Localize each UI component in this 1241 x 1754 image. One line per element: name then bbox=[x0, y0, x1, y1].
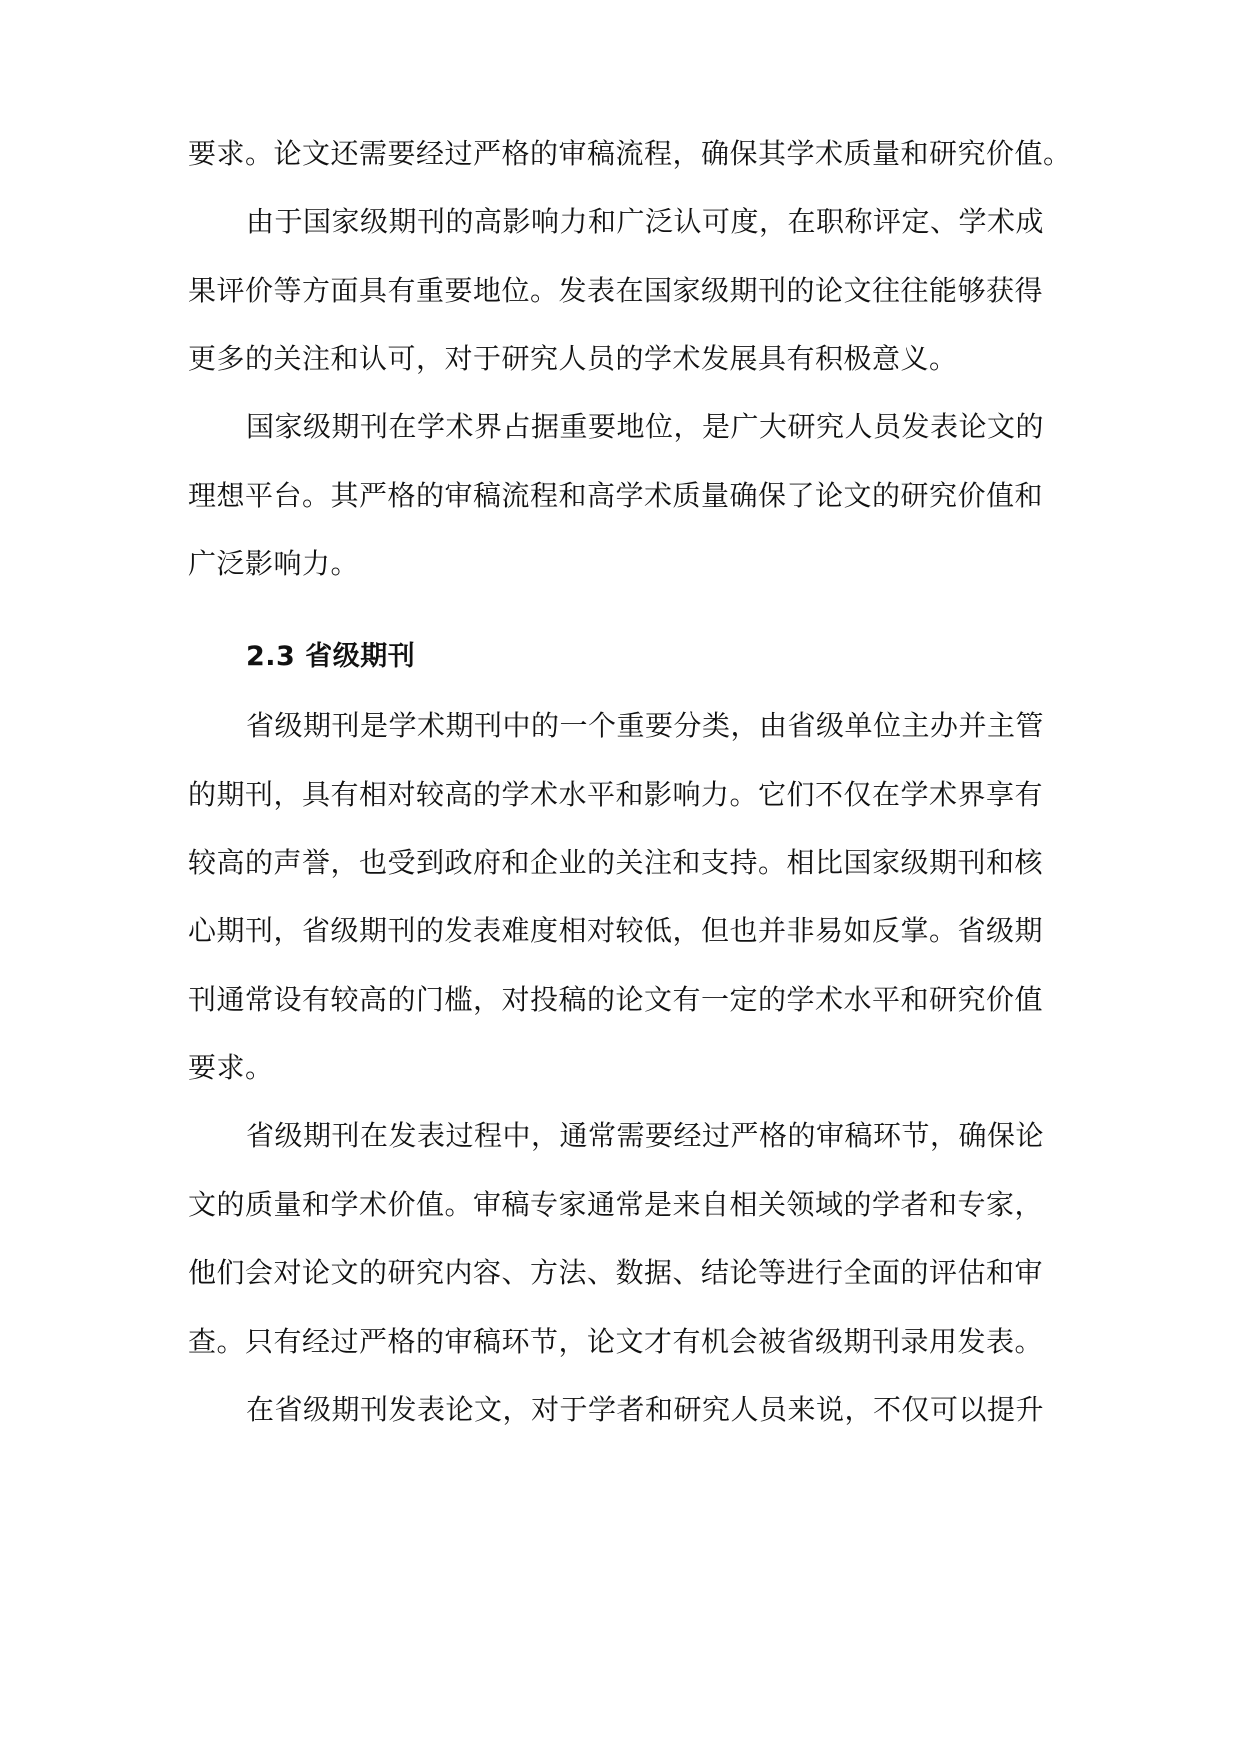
paragraph-4-line-3: 他们会对论文的研究内容、方法、数据、结论等进行全面的评估和审 bbox=[188, 1256, 1044, 1289]
paragraph-3-line-5: 刊通常设有较高的门槛，对投稿的论文有一定的学术水平和研究价值 bbox=[188, 983, 1044, 1016]
paragraph-continuation-line-1: 要求。论文还需要经过严格的审稿流程，确保其学术质量和研究价值。 bbox=[188, 137, 1072, 170]
paragraph-3-line-1: 省级期刊是学术期刊中的一个重要分类，由省级单位主办并主管 bbox=[246, 709, 1045, 742]
paragraph-3-line-6: 要求。 bbox=[188, 1051, 274, 1084]
paragraph-3-line-2: 的期刊，具有相对较高的学术水平和影响力。它们不仅在学术界享有 bbox=[188, 778, 1044, 811]
paragraph-2-line-1: 国家级期刊在学术界占据重要地位，是广大研究人员发表论文的 bbox=[246, 410, 1045, 443]
paragraph-5-line-1: 在省级期刊发表论文，对于学者和研究人员来说，不仅可以提升 bbox=[246, 1393, 1045, 1426]
paragraph-3-line-3: 较高的声誉，也受到政府和企业的关注和支持。相比国家级期刊和核 bbox=[188, 846, 1044, 879]
paragraph-1-line-3: 更多的关注和认可，对于研究人员的学术发展具有积极意义。 bbox=[188, 342, 958, 375]
paragraph-4-line-1: 省级期刊在发表过程中，通常需要经过严格的审稿环节，确保论 bbox=[246, 1119, 1045, 1152]
paragraph-4-line-4: 查。只有经过严格的审稿环节，论文才有机会被省级期刊录用发表。 bbox=[188, 1325, 1044, 1358]
paragraph-1-line-2: 果评价等方面具有重要地位。发表在国家级期刊的论文往往能够获得 bbox=[188, 274, 1044, 307]
paragraph-1-line-1: 由于国家级期刊的高影响力和广泛认可度，在职称评定、学术成 bbox=[246, 205, 1045, 238]
paragraph-2-line-2: 理想平台。其严格的审稿流程和高学术质量确保了论文的研究价值和 bbox=[188, 479, 1044, 512]
paragraph-4-line-2: 文的质量和学术价值。审稿专家通常是来自相关领域的学者和专家， bbox=[188, 1188, 1044, 1221]
section-heading: 2.3 省级期刊 bbox=[246, 641, 416, 672]
paragraph-3-line-4: 心期刊，省级期刊的发表难度相对较低，但也并非易如反掌。省级期 bbox=[188, 914, 1044, 947]
paragraph-2-line-3: 广泛影响力。 bbox=[188, 547, 360, 580]
